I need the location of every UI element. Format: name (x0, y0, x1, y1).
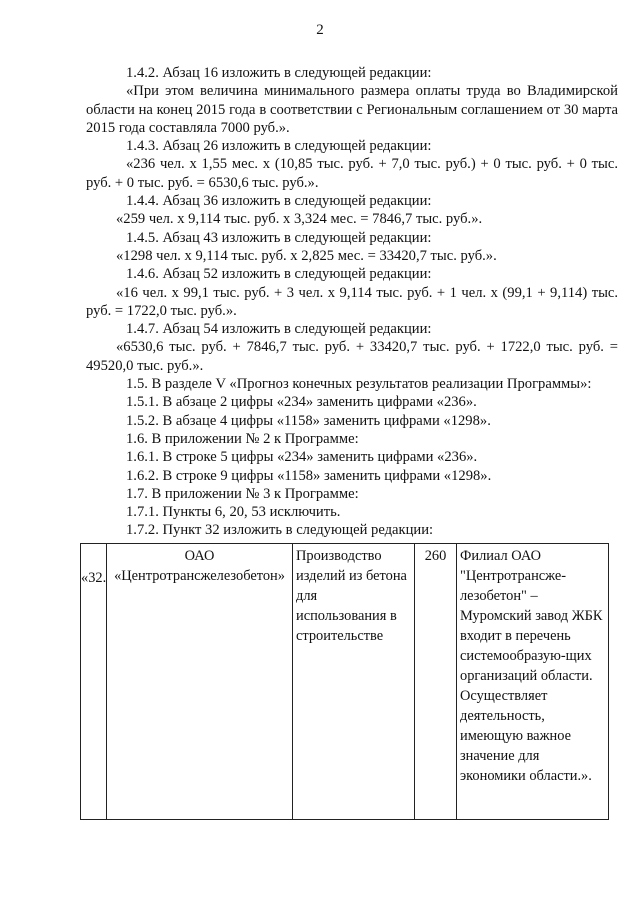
organization-type: ОАО (184, 548, 215, 564)
paragraph: 1.4.7. Абзац 54 изложить в следующей редакции: (126, 321, 432, 338)
organizations-table (80, 543, 609, 820)
paragraph: 1.4.2. Абзац 16 изложить в следующей редакции: (126, 65, 432, 81)
organization-cell (107, 544, 293, 820)
paragraph: 1.6.1. В строке 5 цифры «234» заменить цифрами «236». (126, 449, 478, 466)
organization-name: «Центротрансжелезобетон» (114, 568, 285, 584)
paragraph: «259 чел. x 9,114 тыс. руб. x 3,324 мес. = 7846,7 тыс. руб.». (116, 211, 483, 228)
page-number: 2 (316, 22, 324, 38)
paragraph: «1298 чел. x 9,114 тыс. руб. x 2,825 мес. = 33420,7 тыс. руб.». (116, 247, 497, 264)
paragraph: «16 чел. x 99,1 тыс. руб. + 3 чел. x 9,114 тыс. руб. + 1 чел. x (99,1 + 9,114) тыс. руб. = 1722,0 тыс. руб.». (86, 284, 618, 319)
paragraph: 1.4.6. Абзац 52 изложить в следующей редакции: (126, 266, 432, 283)
paragraph: 1.5.2. В абзаце 4 цифры «1158» заменить цифрами «1298». (126, 412, 491, 429)
paragraph: «236 чел. x 1,55 мес. x (10,85 тыс. руб. + 7,0 тыс. руб.) + 0 тыс. руб. + 0 тыс. руб. + 0 тыс. руб. = 6530,6 тыс. руб.». (86, 156, 618, 191)
paragraph: 1.6. В приложении № 2 к Программе: (126, 430, 359, 447)
count-cell: 260 (415, 544, 457, 820)
paragraph: 1.7.2. Пункт 32 изложить в следующей редакции: (126, 522, 434, 539)
table-row (81, 544, 609, 820)
paragraph: 1.5.1. В абзаце 2 цифры «234» заменить цифрами «236». (126, 394, 477, 411)
amendment-text (86, 64, 618, 540)
row-number: «32. (81, 544, 107, 820)
paragraph: «При этом величина минимального размера оплаты труда во Владимирской области на конец 2015 года в соответствии с Региональным соглашением от 30 марта 2015 года составляла 7000 руб.». (86, 83, 618, 136)
paragraph: 1.7.1. Пункты 6, 20, 53 исключить. (126, 504, 341, 521)
paragraph: 1.5. В разделе V «Прогноз конечных результатов реализации Программы»: (126, 376, 592, 393)
paragraph: 1.4.3. Абзац 26 изложить в следующей редакции: (126, 138, 432, 155)
paragraph: 1.4.5. Абзац 43 изложить в следующей редакции: (126, 229, 432, 246)
paragraph: «6530,6 тыс. руб. + 7846,7 тыс. руб. + 33420,7 тыс. руб. + 1722,0 тыс. руб. = 49520,0 тыс. руб.». (86, 339, 618, 374)
paragraph: 1.4.4. Абзац 36 изложить в следующей редакции: (126, 193, 432, 210)
note-cell: Филиал ОАО "Центротрансже-лезобетон" – Муромский завод ЖБК входит в перечень системообразую-щих организаций области. Осуществляет деятельность, имеющую важное значение для экономики области.». (457, 544, 609, 820)
paragraph: 1.6.2. В строке 9 цифры «1158» заменить цифрами «1298». (126, 467, 492, 484)
paragraph: 1.7. В приложении № 3 к Программе: (126, 485, 359, 502)
activity-cell: Производство изделий из бетона для использования в строительстве (293, 544, 415, 820)
